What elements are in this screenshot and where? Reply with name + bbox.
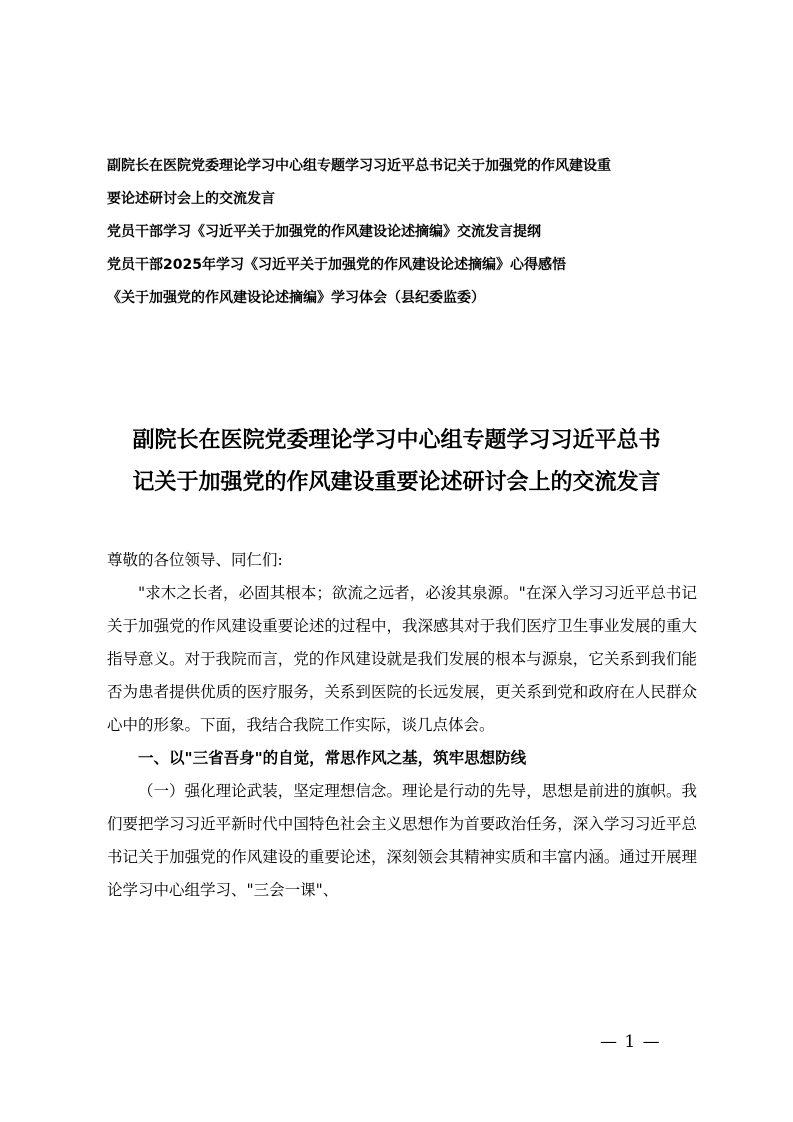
related-article-item[interactable]: 要论述研讨会上的交流发言 [107,191,275,207]
intro-paragraph: "求木之长者，必固其根本；欲流之远者，必浚其泉源。"在深入学习习近平总书记关于加强党的作风建设重要论述的过程中，我深感其对于我们医疗卫生事业发展的重大指导意义。对于我院而言，党的作风建设就是我们发展的根本与源泉，它关系到我们能否为患者提供优质的医疗服务，关系到医院的长远发展，更关系到党和政府在人民群众心中的形象。下面，我结合我院工作实际，谈几点体会。 [107,584,697,734]
document-title [100,420,693,504]
related-article-item[interactable]: 《关于加强党的作风建设论述摘编》学习体会（县纪委监委） [107,290,485,306]
document-body [107,544,697,907]
document-title-line-2: 记关于加强党的作风建设重要论述研讨会上的交流发言 [132,470,661,495]
salutation: 尊敬的各位领导、同仁们: [107,551,283,569]
related-article-item[interactable]: 党员干部2025年学习《习近平关于加强党的作风建设论述摘编》心得感悟 [107,257,566,273]
page-number: — 1 — [600,1032,661,1052]
section-heading-1: 一、以"三省吾身"的自觉，常思作风之基，筑牢思想防线 [138,749,527,767]
document-title-line-1: 副院长在医院党委理论学习中心组专题学习习近平总书 [132,428,661,453]
subsection-label: （一）强化理论武装，坚定理想信念。 [138,782,402,800]
subsection-text: 理论是行动的先导，思想是前进的旗帜。我们要把学习习近平新时代中国特色社会主义思想作为首要政治任务，深入学习习近平总书记关于加强党的作风建设的重要论述，深刻领会其精神实质和丰富内涵。通过开展理论学习中心组学习、"三会一课"、 [107,782,697,899]
related-article-item[interactable]: 副院长在医院党委理论学习中心组专题学习习近平总书记关于加强党的作风建设重 [107,158,611,174]
related-articles-list [107,150,707,315]
subsection-paragraph-1 [107,775,697,907]
related-article-item[interactable]: 党员干部学习《习近平关于加强党的作风建设论述摘编》交流发言提纲 [107,224,541,240]
